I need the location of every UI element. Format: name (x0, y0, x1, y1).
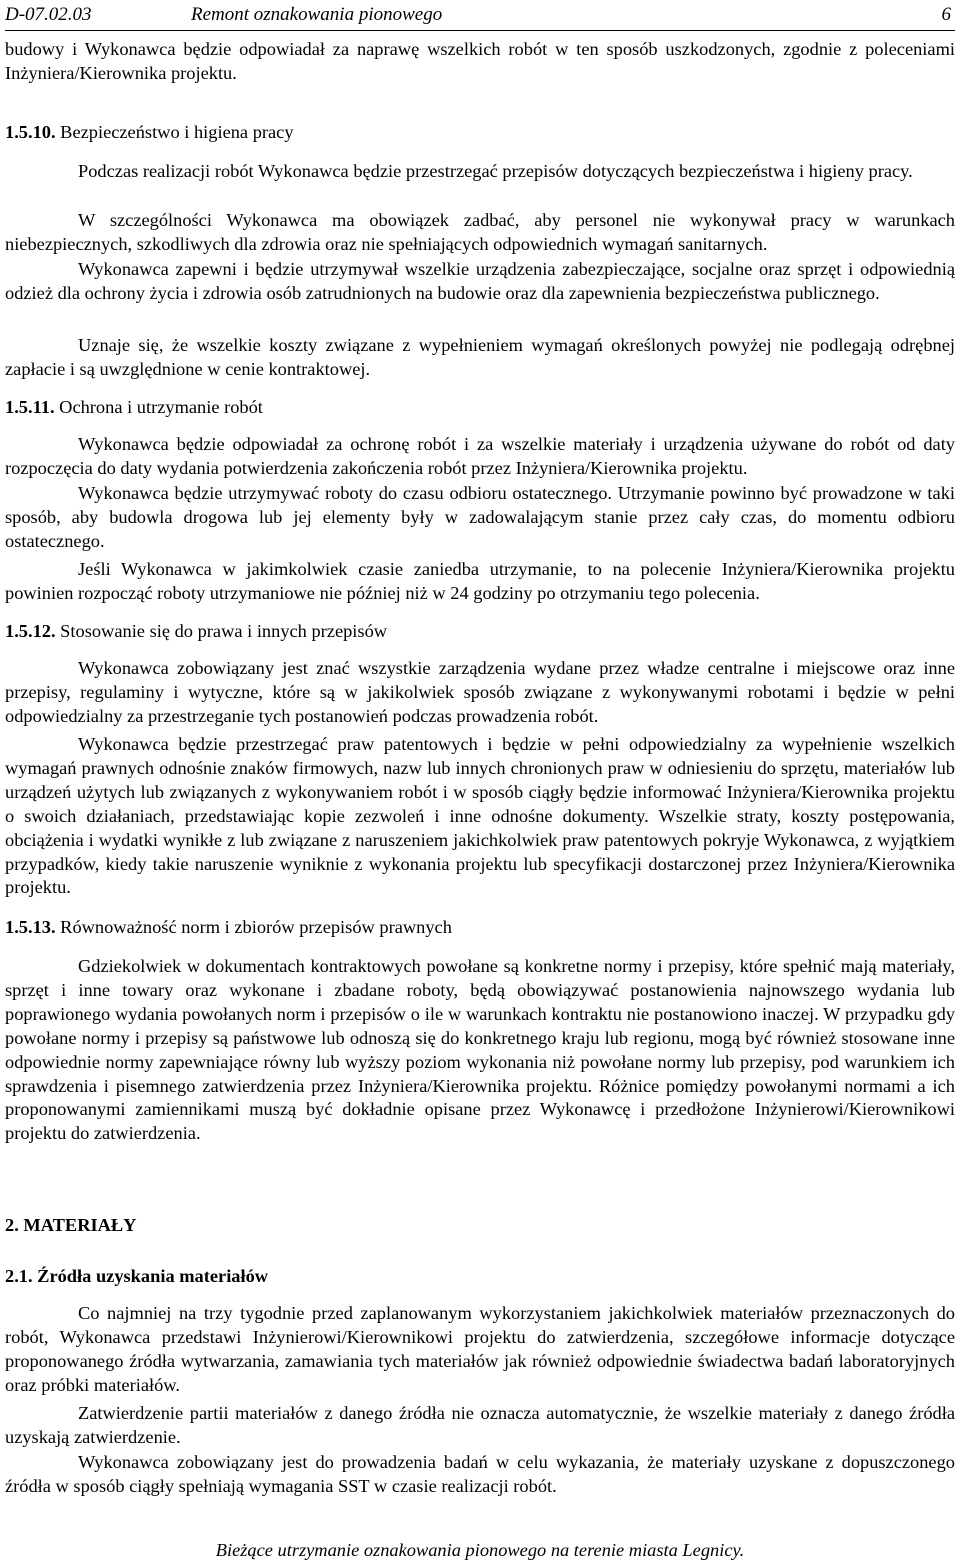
paragraph: Co najmniej na trzy tygodnie przed zaplanowanym wykorzystaniem jakichkolwiek materiałów przeznaczonych do robót, Wykonawca przedstawi Inżynierowi/Kierownikowi projektu do zatwierdzenia, szczegółowe informacje dotyczące proponowanego źródła wytwarzania, zamawiania tych materiałów jak również odpowiednie świadectwa badań laboratoryjnych oraz próbki materiałów. (5, 1303, 955, 1395)
document-code: D-07.02.03 (5, 4, 92, 25)
paragraph: Wykonawca zapewni i będzie utrzymywał wszelkie urządzenia zabezpieczające, socjalne oraz sprzęt i odpowiednią odzież dla ochrony życia i zdrowia osób zatrudnionych na budowie oraz dla zapewnienia bezpieczeństwa publicznego. (5, 259, 955, 303)
section-heading-1-5-12 (5, 620, 955, 644)
section-heading-1-5-10 (5, 121, 955, 145)
section-heading-2-1: 2.1. Źródła uzyskania materiałów (5, 1266, 269, 1286)
paragraph-continuation: budowy i Wykonawca będzie odpowiadał za naprawę wszelkich robót w ten sposób uszkodzonych, zgodnie z poleceniami Inżyniera/Kierownika projektu. (5, 39, 955, 83)
page-footer: Bieżące utrzymanie oznakowania pionowego na terenie miasta Legnicy. (215, 1540, 745, 1560)
section-number: 1.5.12. (5, 621, 56, 641)
document-title: Remont oznakowania pionowego (191, 4, 443, 25)
page-header (5, 0, 955, 31)
chapter-heading-materialy: 2. MATERIAŁY (5, 1215, 137, 1235)
section-number: 1.5.11. (5, 397, 55, 417)
paragraph: Wykonawca będzie utrzymywać roboty do czasu odbioru ostatecznego. Utrzymanie powinno być prowadzone w taki sposób, aby budowla drogowa lub jej elementy były w zadowalającym stanie przez cały czas, do momentu odbioru ostatecznego. (5, 483, 955, 551)
paragraph: Zatwierdzenie partii materiałów z danego źródła nie oznacza automatycznie, że wszelkie materiały z danego źródła uzyskają zatwierdzenie. (5, 1403, 955, 1447)
section-heading-1-5-13 (5, 916, 955, 940)
section-number: 1.5.10. (5, 122, 56, 142)
paragraph: Uznaje się, że wszelkie koszty związane z wypełnieniem wymagań określonych powyżej nie podlegają odrębnej zapłacie i są uwzględnione w cenie kontraktowej. (5, 335, 955, 379)
paragraph: Wykonawca zobowiązany jest znać wszystkie zarządzenia wydane przez władze centralne i miejscowe oraz inne przepisy, regulaminy i wytyczne, które są w jakikolwiek sposób związane z wykonywanymi robotami i będzie w pełni odpowiedzialny za przestrzeganie tych postanowień podczas prowadzenia robót. (5, 658, 955, 726)
section-heading-1-5-11 (5, 396, 955, 420)
section-title: Ochrona i utrzymanie robót (54, 397, 263, 417)
paragraph: Wykonawca zobowiązany jest do prowadzenia badań w celu wykazania, że materiały uzyskane z dopuszczonego źródła w sposób ciągły spełniają wymagania SST w czasie realizacji robót. (5, 1452, 955, 1496)
paragraph: Podczas realizacji robót Wykonawca będzie przestrzegać przepisów dotyczących bezpieczeństwa i higieny pracy. (78, 161, 913, 181)
section-title: Równoważność norm i zbiorów przepisów prawnych (55, 917, 452, 937)
paragraph: Gdziekolwiek w dokumentach kontraktowych powołane są konkretne normy i przepisy, które spełnić mają materiały, sprzęt i inne towary oraz wykonane i zbadane roboty, będą obowiązywać postanowienia najnowszego wydania lub poprawionego wydania powołanych norm i przepisów o ile w warunkach kontraktu nie postanowiono inaczej. W przypadku gdy powołane normy i przepisy są państwowe lub odnoszą się do konkretnego kraju lub regionu, mogą być również stosowane inne odpowiednie normy zapewniające równy lub wyższy poziom wykonania niż powołane normy lub przepisy, pod warunkiem ich sprawdzenia i pisemnego zatwierdzenia przez Inżyniera/Kierownika projektu. Różnice pomiędzy powołanymi normami a ich proponowanymi zamiennikami muszą być dokładnie opisane przez Wykonawcę i przedłożone Inżynierowi/Kierownikowi projektu do zatwierdzenia. (5, 956, 955, 1144)
section-number: 1.5.13. (5, 917, 56, 937)
paragraph: Wykonawca będzie przestrzegać praw patentowych i będzie w pełni odpowiedzialny za wypełnienie wszelkich wymagań prawnych odnośnie znaków firmowych, nazw lub innych chronionych praw w odniesieniu do sprzętu, materiałów lub urządzeń użytych lub związanych z wykonywaniem robót i w sposób ciągły będzie informować Inżyniera/Kierownika projektu o swoich działaniach, przedstawiając kopie zezwoleń i inne odnośne dokumenty. Wszelkie straty, koszty postępowania, obciążenia i wydatki wynikłe z lub związane z naruszeniem jakichkolwiek praw patentowych pokryje Wykonawca, z wyjątkiem przypadków, kiedy takie naruszenie wyniknie z wykonania projektu lub specyfikacji dostarczonej przez Inżyniera/Kierownika projektu. (5, 734, 955, 898)
paragraph: Wykonawca będzie odpowiadał za ochronę robót i za wszelkie materiały i urządzenia używane do robót od daty rozpoczęcia do daty wydania potwierdzenia zakończenia robót przez Inżyniera/Kierownika projektu. (5, 434, 955, 478)
paragraph: W szczególności Wykonawca ma obowiązek zadbać, aby personel nie wykonywał pracy w warunkach niebezpiecznych, szkodliwych dla zdrowia oraz nie spełniających odpowiednich wymagań sanitarnych. (5, 210, 955, 254)
section-title: Stosowanie się do prawa i innych przepisów (55, 621, 388, 641)
page-number: 6 (941, 4, 951, 25)
section-title: Bezpieczeństwo i higiena pracy (55, 122, 294, 142)
paragraph: Jeśli Wykonawca w jakimkolwiek czasie zaniedba utrzymanie, to na polecenie Inżyniera/Kierownika projektu powinien rozpocząć roboty utrzymaniowe nie później niż w 24 godziny po otrzymaniu tego polecenia. (5, 559, 955, 603)
